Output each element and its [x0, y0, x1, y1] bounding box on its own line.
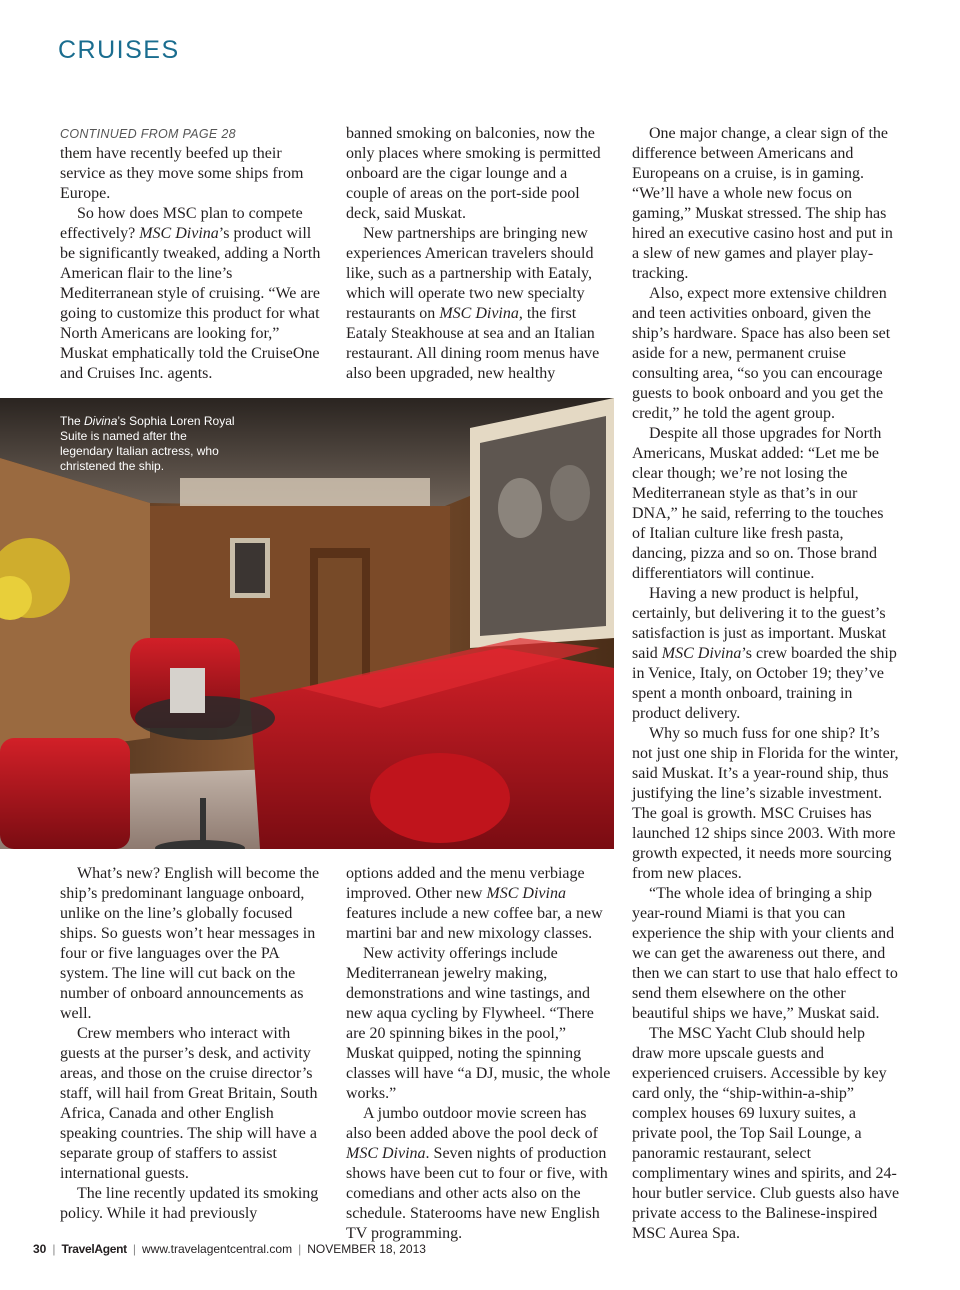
- paragraph: Why so much fuss for one ship? It’s not just one ship in Florida for the winter, said Muskat. It’s a year-round ship, thus justifying the line’s sizable investment. The goal is growth. MSC Cruises has launched 12 ships since 2003. With more growth expected, it needs more sourcing from new places.: [632, 725, 899, 882]
- article-column-3: [632, 124, 900, 1244]
- page-footer: 30 | TravelAgent | www.travelagentcentral.com | NOVEMBER 18, 2013: [33, 1242, 426, 1256]
- paragraph: “The whole idea of bringing a ship year-round Miami is that you can experience the ship with your clients and we can get the awareness out there, and then we can start to use that halo effect to send them elsewhere on the other beautiful ships we have,” Muskat said.: [632, 885, 898, 1022]
- paragraph: Crew members who interact with guests at the purser’s desk, and activity areas, and those on the cruise director’s staff, will hail from Great Britain, South Africa, Canada and other English speaking countries. The ship will have a separate group of staffers to assist international guests.: [60, 1025, 318, 1182]
- website-url[interactable]: www.travelagentcentral.com: [142, 1242, 293, 1256]
- section-title: CRUISES: [58, 36, 180, 64]
- paragraph: New partnerships are bringing new experiences American travelers should like, such as a partnership with Eataly, which will operate two new specialty restaurants on MSC Divina, the first Eataly Steakhouse at sea and an Italian restaurant. All dining room menus have also been upgraded, new healthy: [346, 225, 600, 382]
- paragraph: Also, expect more extensive children and teen activities onboard, given the ship’s hardware. Space has also been set aside for a new, permanent cruise consulting area, “so you can encourage guests to book onboard and you get the credit,” he told the agent group.: [632, 285, 891, 422]
- ship-name: MSC Divina: [439, 305, 519, 322]
- paragraph: A jumbo outdoor movie screen has also been added above the pool deck of MSC Divina. Seven nights of production shows have been cut to four or five, with comedians and other acts also on the schedule. Staterooms have new English TV programming.: [346, 1105, 608, 1242]
- article-column-2-top: [346, 124, 612, 384]
- article-column-1-bottom: [60, 864, 330, 1224]
- paragraph: So how does MSC plan to compete effectively? MSC Divina’s product will be significantly tweaked, adding a North American flair to the line’s Mediterranean style of cruising. “We are going to customize this product for what North Americans are looking for,” Muskat emphatically told the CruiseOne and Cruises Inc. agents.: [60, 205, 321, 382]
- paragraph: them have recently beefed up their service as they move some ships from Europe.: [60, 145, 304, 202]
- ship-name: MSC Divina: [486, 885, 566, 902]
- page-number: 30: [33, 1242, 47, 1256]
- paragraph: The MSC Yacht Club should help draw more upscale guests and experienced cruisers. Accessible by key card only, the “ship-within-a-ship” complex houses 69 luxury suites, a private pool, the Top Sail Lounge, a panoramic restaurant, select complimentary wines and spirits, and 24-hour butler service. Club guests also have private access to the Balinese-inspired MSC Aurea Spa.: [632, 1025, 900, 1242]
- article-column-2-bottom: [346, 864, 616, 1244]
- paragraph: New activity offerings include Mediterranean jewelry making, demonstrations and wine tastings, and new aqua cycling by Flywheel. “There are 20 spinning bikes in the pool,” Muskat quipped, noting the spinning classes will have “a DJ, music, the whole works.”: [346, 945, 611, 1102]
- paragraph: Despite all those upgrades for North Americans, Muskat added: “Let me be clear though; we’re not losing the Mediterranean style as that’s in our DNA,” he said, referring to the touches of Italian culture like fresh pasta, dancing, pizza and so on. Those brand differentiators will continue.: [632, 425, 884, 582]
- continued-note: CONTINUED FROM PAGE 28: [60, 127, 236, 141]
- paragraph: The line recently updated its smoking policy. While it had previously: [60, 1185, 319, 1222]
- magazine-brand: TravelAgent: [61, 1242, 127, 1256]
- issue-date: NOVEMBER 18, 2013: [307, 1242, 426, 1256]
- ship-name: MSC Divina: [139, 225, 219, 242]
- paragraph: banned smoking on balconies, now the only places where smoking is permitted onboard are the cigar lounge and a couple of areas on the port-side pool deck, said Muskat.: [346, 125, 601, 222]
- photo-caption: The Divina’s Sophia Loren Royal Suite is named after the legendary Italian actress, who christened the ship.: [60, 414, 235, 473]
- article-column-1-top: [60, 124, 322, 384]
- ship-name: Divina: [84, 414, 118, 428]
- ship-name: MSC Divina: [661, 645, 742, 662]
- ship-name: MSC Divina: [346, 1145, 426, 1162]
- paragraph: options added and the menu verbiage improved. Other new MSC Divina features include a new coffee bar, a new martini bar and new mixology classes.: [346, 865, 603, 942]
- paragraph: What’s new? English will become the ship’s predominant language onboard, unlike on the line’s globally focused ships. So guests won’t hear messages in four or five languages over the PA system. The line will cut back on the number of onboard announcements as well.: [60, 865, 320, 1022]
- paragraph: Having a new product is helpful, certainly, but delivering it to the guest’s satisfaction is just as important. Muskat said MSC Divina’s crew boarded the ship in Venice, Italy, on October 19; they’ve spent a month onboard, training in product delivery.: [632, 585, 897, 722]
- paragraph: One major change, a clear sign of the difference between Americans and Europeans on a cruise, is in gaming. “We’ll have a whole new focus on gaming,” Muskat stressed. The ship has hired an executive casino host and put in a slew of new games and player play-tracking.: [632, 125, 893, 282]
